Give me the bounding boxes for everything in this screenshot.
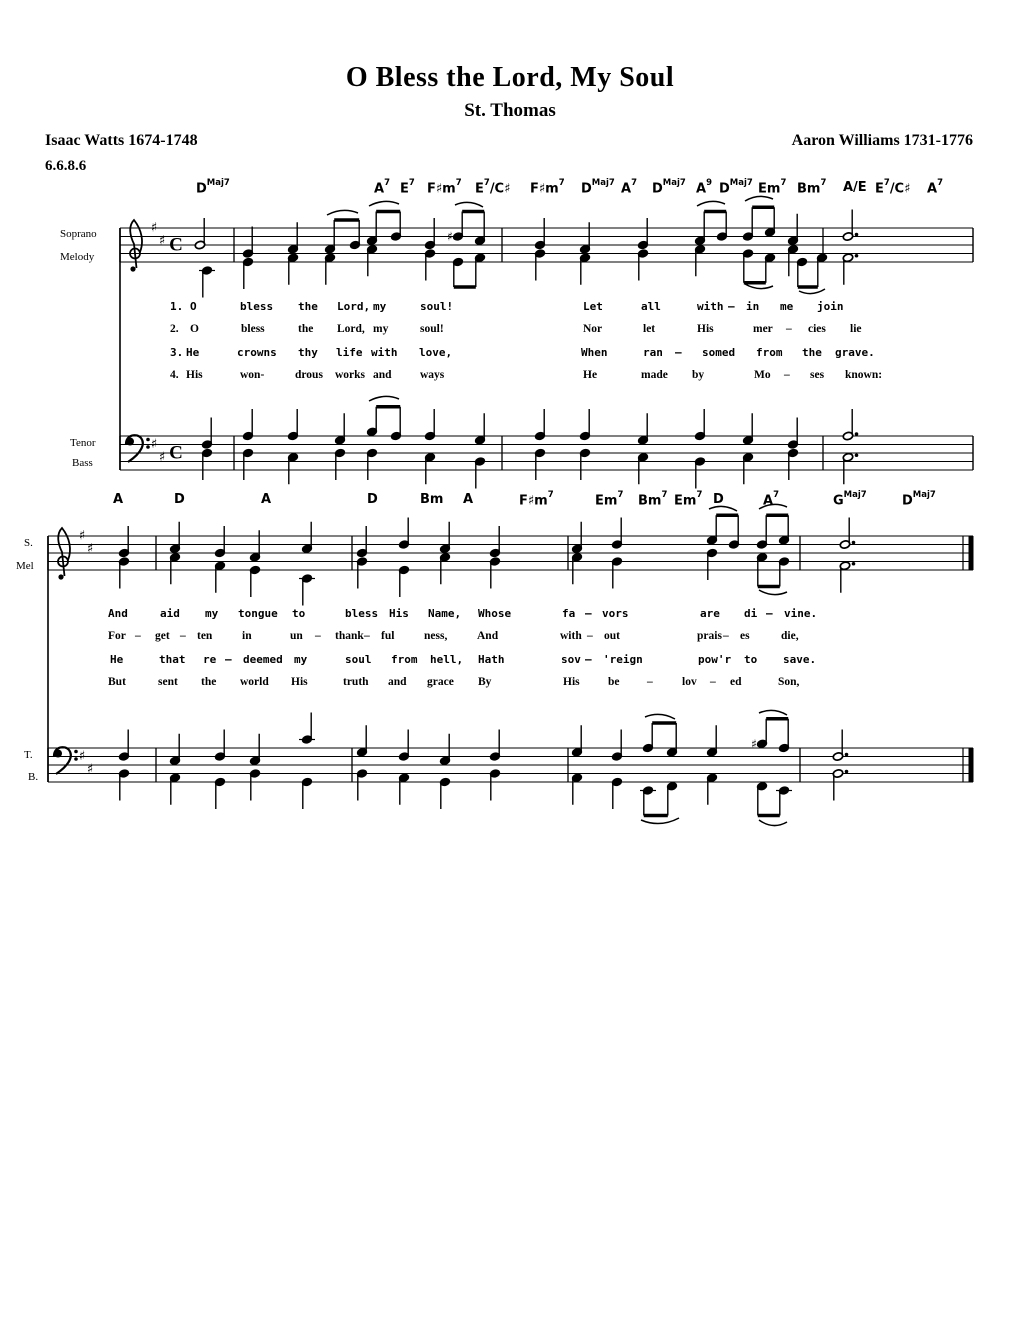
lyric-syllable: out bbox=[604, 630, 620, 642]
lyric-syllable: the bbox=[201, 676, 217, 688]
chord-symbol: Bm$^7$ bbox=[797, 178, 827, 197]
svg-text:♯: ♯ bbox=[86, 761, 94, 777]
staff-label: B. bbox=[28, 771, 39, 783]
tune-name: St. Thomas bbox=[464, 100, 556, 121]
lyric-syllable: Let bbox=[583, 300, 603, 313]
verse-row bbox=[0, 369, 1020, 385]
lyric-syllable: – bbox=[728, 300, 735, 313]
lyric-syllable: made bbox=[641, 369, 668, 381]
chord-symbol: $E^7/C♯$ bbox=[875, 178, 911, 197]
lyric-syllable: ways bbox=[420, 369, 445, 381]
lyric-syllable: let bbox=[643, 323, 656, 335]
staff-label: Mel bbox=[16, 560, 34, 572]
lyric-syllable: – bbox=[786, 323, 792, 335]
chord-symbol: $F♯m^7$ bbox=[427, 178, 462, 197]
lyric-syllable: lov bbox=[682, 676, 697, 688]
lyric-syllable: with bbox=[697, 300, 724, 313]
svg-text:♯: ♯ bbox=[150, 437, 158, 452]
chord-symbol: $E^7/C♯$ bbox=[475, 178, 511, 197]
lyric-syllable: His bbox=[186, 369, 203, 381]
lyric-syllable: – bbox=[585, 607, 592, 620]
lyric-syllable: tongue bbox=[238, 607, 278, 620]
verse-row bbox=[0, 607, 1020, 623]
svg-text:♯: ♯ bbox=[447, 229, 453, 244]
lyric-syllable: soul! bbox=[420, 323, 444, 335]
svg-text:♯: ♯ bbox=[78, 528, 86, 544]
chord-symbol: D bbox=[174, 492, 185, 507]
svg-text:♯: ♯ bbox=[86, 541, 94, 557]
lyric-syllable: that bbox=[159, 653, 186, 666]
svg-text:♯: ♯ bbox=[158, 233, 166, 249]
lyric-syllable: save. bbox=[783, 653, 817, 666]
lyric-syllable: – bbox=[766, 607, 773, 620]
lyric-syllable: O bbox=[190, 300, 197, 313]
chord-symbol: Em$^7$ bbox=[758, 178, 787, 197]
lyric-syllable: and bbox=[388, 676, 407, 688]
lyric-syllable: di bbox=[744, 607, 758, 620]
lyric-syllable: 'reign bbox=[603, 653, 643, 666]
lyric-syllable: By bbox=[478, 676, 492, 688]
lyric-syllable: He bbox=[583, 369, 598, 381]
lyric-syllable: un bbox=[290, 630, 303, 642]
lyric-syllable: vine. bbox=[784, 607, 818, 620]
lyric-syllable: in bbox=[242, 630, 252, 642]
lyric-syllable: Whose bbox=[478, 607, 512, 620]
lyric-syllable: Nor bbox=[583, 323, 603, 335]
lyric-syllable: get bbox=[155, 630, 170, 642]
chord-symbol: Bm bbox=[420, 492, 444, 507]
chord-symbol: Bm$^7$ bbox=[638, 490, 668, 509]
svg-text:C: C bbox=[169, 234, 183, 256]
chord-symbol: A bbox=[113, 492, 124, 507]
lyric-syllable: crowns bbox=[237, 346, 277, 359]
staff-label: Melody bbox=[60, 251, 95, 263]
lyric-syllable: won- bbox=[240, 369, 265, 381]
lyric-syllable: – bbox=[723, 630, 729, 642]
verse-row bbox=[0, 630, 1020, 646]
lyric-syllable: hell, bbox=[430, 653, 464, 666]
lyric-syllable: Son, bbox=[778, 676, 800, 688]
lyric-syllable: love, bbox=[419, 346, 453, 359]
lyric-syllable: bless bbox=[241, 323, 265, 335]
lyric-syllable: and bbox=[373, 369, 392, 381]
chord-symbol: A bbox=[261, 492, 272, 507]
chord-symbol: $G^{Maj7}$ bbox=[833, 490, 867, 509]
staff-label: S. bbox=[24, 537, 33, 549]
verse-row bbox=[0, 676, 1020, 692]
lyric-syllable: – bbox=[315, 630, 321, 642]
lyric-syllable: And bbox=[108, 607, 128, 620]
lyric-syllable: fa bbox=[562, 607, 576, 620]
lyric-syllable: to bbox=[744, 653, 758, 666]
chord-symbol: $D^{Maj7}$ bbox=[196, 178, 230, 197]
lyric-syllable: in bbox=[746, 300, 760, 313]
lyric-syllable: soul bbox=[345, 653, 372, 666]
lyric-syllable: mer bbox=[753, 323, 773, 335]
lyric-syllable: Hath bbox=[478, 653, 505, 666]
lyric-syllable: thy bbox=[298, 346, 318, 359]
chord-symbol: $A^9$ bbox=[696, 178, 712, 197]
lyric-syllable: my bbox=[373, 300, 387, 313]
svg-text:C: C bbox=[169, 442, 183, 464]
lyric-syllable: 3. bbox=[170, 346, 184, 359]
lyric-syllable: O bbox=[190, 323, 199, 335]
lyric-syllable: by bbox=[692, 369, 705, 381]
lyric-syllable: – bbox=[225, 653, 232, 666]
lyric-syllable: the bbox=[802, 346, 822, 359]
lyric-syllable: ed bbox=[730, 676, 742, 688]
lyric-syllable: His bbox=[389, 607, 409, 620]
staff-label: Bass bbox=[72, 457, 93, 469]
svg-text:♯: ♯ bbox=[751, 736, 757, 751]
lyric-syllable: re bbox=[203, 653, 217, 666]
chord-symbol: $A^7$ bbox=[763, 490, 779, 509]
lyric-syllable: soul! bbox=[420, 300, 454, 313]
lyric-syllable: Name, bbox=[428, 607, 462, 620]
lyric-syllable: works bbox=[335, 369, 366, 381]
chord-symbol: $F♯m^7$ bbox=[519, 490, 554, 509]
lyric-syllable: aid bbox=[160, 607, 180, 620]
lyric-syllable: – bbox=[364, 630, 370, 642]
chord-symbol: $F♯m^7$ bbox=[530, 178, 565, 197]
lyric-syllable: Lord, bbox=[337, 323, 365, 335]
staff-label: T. bbox=[24, 749, 33, 761]
lyricist-credit: Isaac Watts 1674-1748 bbox=[45, 132, 198, 149]
lyric-syllable: the bbox=[298, 300, 318, 313]
lyric-syllable: my bbox=[373, 323, 389, 335]
verse-row bbox=[0, 323, 1020, 339]
chord-symbol: D bbox=[713, 492, 724, 507]
chord-symbol: $D^{Maj7}$ bbox=[902, 490, 936, 509]
lyric-syllable: But bbox=[108, 676, 126, 688]
lyric-syllable: join bbox=[817, 300, 844, 313]
lyric-syllable: cies bbox=[808, 323, 826, 335]
lyric-syllable: He bbox=[186, 346, 200, 359]
lyric-syllable: pow'r bbox=[698, 653, 732, 666]
lyric-syllable: 1. bbox=[170, 300, 184, 313]
lyric-syllable: thank bbox=[335, 630, 364, 642]
lyric-syllable: to bbox=[292, 607, 306, 620]
verse-row bbox=[0, 653, 1020, 669]
lyric-syllable: – bbox=[647, 676, 653, 688]
lyric-syllable: For bbox=[108, 630, 126, 642]
chord-symbol: Em$^7$ bbox=[674, 490, 703, 509]
lyric-syllable: Lord, bbox=[337, 300, 371, 313]
lyric-syllable: – bbox=[587, 630, 593, 642]
lyric-syllable: with bbox=[371, 346, 398, 359]
chord-symbol: A bbox=[463, 492, 474, 507]
chord-symbol: $D^{Maj7}$ bbox=[581, 178, 615, 197]
lyric-syllable: ses bbox=[810, 369, 825, 381]
svg-text:♯: ♯ bbox=[78, 749, 86, 764]
lyric-syllable: He bbox=[110, 653, 124, 666]
lyric-syllable: life bbox=[336, 346, 363, 359]
verse-row bbox=[0, 300, 1020, 316]
lyric-syllable: – bbox=[784, 369, 790, 381]
chord-row-system2 bbox=[0, 492, 1020, 516]
lyric-syllable: – bbox=[710, 676, 716, 688]
lyric-syllable: sov bbox=[561, 653, 581, 666]
lyric-syllable: are bbox=[700, 607, 720, 620]
lyric-syllable: When bbox=[581, 346, 608, 359]
lyric-syllable: my bbox=[294, 653, 308, 666]
chord-symbol: Em$^7$ bbox=[595, 490, 624, 509]
svg-text:♯: ♯ bbox=[158, 449, 166, 465]
lyric-syllable: ness, bbox=[424, 630, 448, 642]
lyric-syllable: bless bbox=[240, 300, 274, 313]
lyric-syllable: the bbox=[298, 323, 314, 335]
lyric-syllable: truth bbox=[343, 676, 369, 688]
lyric-syllable: And bbox=[477, 630, 499, 642]
lyric-syllable: all bbox=[641, 300, 661, 313]
lyric-syllable: ful bbox=[381, 630, 395, 642]
lyric-syllable: – bbox=[675, 346, 682, 359]
lyric-syllable: me bbox=[780, 300, 794, 313]
lyric-syllable: ran bbox=[643, 346, 663, 359]
lyric-syllable: prais bbox=[697, 630, 722, 642]
verse-row bbox=[0, 346, 1020, 362]
lyric-syllable: somed bbox=[702, 346, 736, 359]
lyric-syllable: lie bbox=[850, 323, 862, 335]
lyric-syllable: die, bbox=[781, 630, 799, 642]
chord-symbol: $A^7$ bbox=[927, 178, 943, 197]
lyric-syllable: 4. bbox=[170, 369, 179, 381]
lyric-syllable: vors bbox=[602, 607, 629, 620]
lyric-syllable: from bbox=[756, 346, 783, 359]
lyric-syllable: grace bbox=[427, 676, 454, 688]
lyric-syllable: es bbox=[740, 630, 750, 642]
lyric-syllable: – bbox=[585, 653, 592, 666]
svg-text:♯: ♯ bbox=[150, 220, 158, 236]
lyric-syllable: His bbox=[563, 676, 580, 688]
page-title: O Bless the Lord, My Soul bbox=[345, 62, 675, 93]
lyric-syllable: – bbox=[135, 630, 141, 642]
lyric-syllable: His bbox=[697, 323, 714, 335]
meter-label: 6.6.8.6 bbox=[45, 158, 87, 174]
staff-label: Tenor bbox=[70, 437, 96, 449]
lyric-syllable: bless bbox=[345, 607, 379, 620]
lyric-syllable: His bbox=[291, 676, 308, 688]
composer-credit: Aaron Williams 1731-1776 bbox=[791, 132, 973, 149]
chord-symbol: $D^{Maj7}$ bbox=[652, 178, 686, 197]
chord-symbol: $E^7$ bbox=[400, 178, 415, 197]
lyric-syllable: Mo bbox=[754, 369, 771, 381]
lyric-syllable: ten bbox=[197, 630, 213, 642]
lyric-syllable: be bbox=[608, 676, 620, 688]
lyric-syllable: 2. bbox=[170, 323, 179, 335]
lyric-syllable: my bbox=[205, 607, 219, 620]
lyric-syllable: – bbox=[180, 630, 186, 642]
lyric-syllable: grave. bbox=[835, 346, 875, 359]
lyric-syllable: drous bbox=[295, 369, 323, 381]
chord-symbol: A/E bbox=[843, 180, 867, 195]
lyric-syllable: sent bbox=[158, 676, 178, 688]
lyric-syllable: known: bbox=[845, 369, 883, 381]
lyric-syllable: deemed bbox=[243, 653, 283, 666]
chord-symbol: D bbox=[367, 492, 378, 507]
chord-row-system1 bbox=[0, 180, 1020, 204]
chord-symbol: $D^{Maj7}$ bbox=[719, 178, 753, 197]
chord-symbol: $A^7$ bbox=[374, 178, 390, 197]
chord-symbol: $A^7$ bbox=[621, 178, 637, 197]
lyric-syllable: world bbox=[240, 676, 269, 688]
lyric-syllable: with bbox=[560, 630, 582, 642]
staff-label: Soprano bbox=[60, 228, 97, 240]
lyric-syllable: from bbox=[391, 653, 418, 666]
